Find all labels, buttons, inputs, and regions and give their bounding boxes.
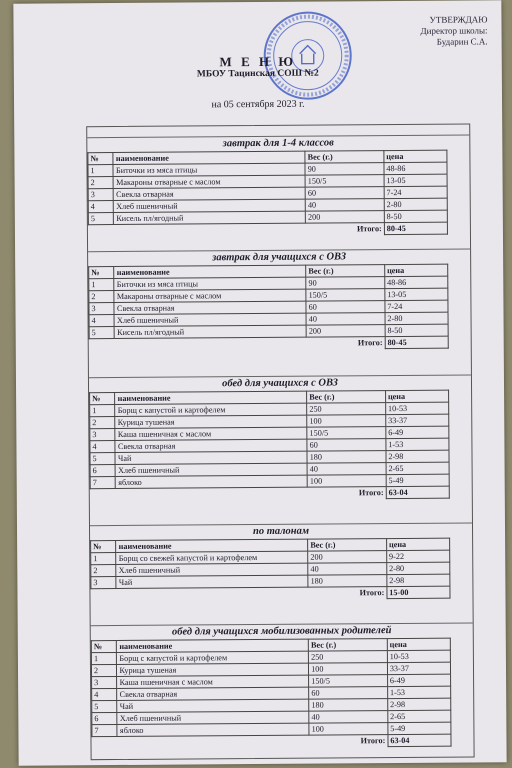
- item-name: Хлеб пшеничный: [116, 563, 308, 576]
- item-number: 4: [90, 441, 116, 453]
- section-lunch-ovz: [89, 375, 472, 502]
- item-name: Хлеб пшеничный: [117, 711, 309, 724]
- item-price: 48-86: [385, 276, 448, 288]
- item-weight: 150/5: [309, 675, 388, 688]
- column-header: цена: [387, 638, 450, 650]
- item-weight: 180: [308, 575, 387, 588]
- item-price: 2-80: [385, 312, 448, 324]
- total-label: Итого:: [357, 224, 382, 234]
- item-name: Биточки из мяса птицы: [114, 277, 306, 290]
- total-value: 63-04: [388, 734, 451, 746]
- item-price: 6-49: [387, 674, 450, 686]
- item-weight: 60: [306, 301, 385, 314]
- item-price: 2-98: [386, 450, 449, 462]
- menu-table: [91, 638, 452, 750]
- section-coupons: [90, 523, 473, 602]
- item-number: 2: [90, 417, 116, 429]
- item-name: Биточки из мяса птицы: [113, 163, 305, 176]
- item-number: 3: [89, 303, 115, 315]
- column-header: цена: [384, 150, 447, 162]
- item-name: Кисель пл/ягодный: [115, 325, 307, 338]
- item-number: 3: [92, 677, 118, 689]
- approval-signatory: Бударин С.А.: [436, 36, 488, 47]
- item-number: 4: [89, 315, 115, 327]
- item-weight: 250: [307, 403, 386, 416]
- item-name: Свекла отварная: [114, 187, 306, 200]
- item-name: Хлеб пшеничный: [115, 313, 307, 326]
- item-weight: 40: [305, 199, 384, 212]
- item-weight: 200: [306, 325, 385, 338]
- item-name: Чай: [116, 575, 308, 588]
- item-price: 10-53: [385, 402, 448, 414]
- column-header: №: [89, 267, 115, 279]
- item-price: 13-05: [384, 174, 447, 186]
- item-number: 5: [89, 327, 115, 339]
- section-lunch-mobilized-parents: [91, 623, 474, 750]
- column-header: Вес (г.): [306, 265, 385, 278]
- item-number: 7: [90, 477, 116, 489]
- item-number: 7: [92, 725, 118, 737]
- total-row: [90, 486, 449, 501]
- column-header: наименование: [113, 151, 305, 164]
- approval-position: Директор школы:: [420, 25, 488, 36]
- item-price: 8-50: [385, 324, 448, 336]
- item-name: Чай: [115, 451, 307, 464]
- column-header: №: [88, 153, 114, 165]
- item-weight: 40: [307, 463, 386, 476]
- item-number: 3: [88, 189, 114, 201]
- total-value: 80-45: [385, 336, 448, 348]
- item-price: 7-24: [385, 300, 448, 312]
- item-name: Курица тушеная: [115, 415, 307, 428]
- item-name: Макароны отварные с маслом: [114, 175, 306, 188]
- item-weight: 90: [306, 277, 385, 290]
- column-header: Вес (г.): [305, 151, 384, 164]
- item-price: 33-37: [386, 414, 449, 426]
- item-number: 4: [88, 201, 114, 213]
- item-name: Чай: [117, 699, 309, 712]
- approval-block: [420, 14, 487, 47]
- item-name: Борщ с капустой и картофелем: [115, 403, 307, 416]
- item-name: Курица тушеная: [117, 663, 309, 676]
- total-value: 15-00: [387, 586, 450, 598]
- column-header: наименование: [114, 265, 306, 278]
- section-title: завтрак для учащихся с ОВЗ: [88, 249, 470, 267]
- item-price: 2-80: [384, 198, 447, 210]
- item-weight: 40: [308, 563, 387, 576]
- section-title: завтрак для 1-4 классов: [87, 135, 469, 153]
- item-weight: 180: [307, 451, 386, 464]
- column-header: цена: [385, 390, 448, 402]
- total-row: [89, 336, 448, 351]
- item-number: 1: [91, 653, 117, 665]
- item-price: 7-24: [384, 186, 447, 198]
- column-header: Вес (г.): [308, 539, 387, 552]
- item-number: 5: [92, 701, 118, 713]
- section-title: по талонам: [90, 523, 472, 541]
- item-weight: 180: [309, 699, 388, 712]
- column-header: Вес (г.): [308, 639, 387, 652]
- item-price: 2-65: [388, 710, 451, 722]
- item-name: Свекла отварная: [115, 439, 307, 452]
- item-number: 3: [90, 429, 116, 441]
- total-value: 80-45: [384, 222, 447, 234]
- column-header: цена: [385, 264, 448, 276]
- item-name: Хлеб пшеничный: [114, 199, 306, 212]
- menu-table: [89, 390, 450, 502]
- item-number: 1: [90, 405, 116, 417]
- item-number: 3: [91, 577, 117, 589]
- item-weight: 150/5: [305, 175, 384, 188]
- column-header: наименование: [116, 539, 308, 552]
- section-breakfast-1-4: [87, 135, 470, 238]
- section-title: обед для учащихся с ОВЗ: [89, 375, 471, 393]
- item-weight: 60: [305, 187, 384, 200]
- menu-date: на 05 сентября 2023 г.: [211, 98, 305, 111]
- column-header: №: [90, 393, 116, 405]
- item-name: Каша пшеничная с маслом: [115, 427, 307, 440]
- item-number: 1: [88, 165, 114, 177]
- total-value: 63-04: [386, 486, 449, 498]
- item-price: 9-22: [387, 550, 450, 562]
- item-weight: 100: [309, 663, 388, 676]
- menu-table: [90, 538, 450, 602]
- item-weight: 200: [308, 551, 387, 564]
- item-price: 1-53: [387, 686, 450, 698]
- section-breakfast-ovz: [88, 249, 471, 352]
- item-weight: 60: [307, 439, 386, 452]
- item-price: 2-65: [386, 462, 449, 474]
- item-price: 5-49: [388, 722, 451, 734]
- total-row: [88, 222, 447, 237]
- item-weight: 40: [309, 711, 388, 724]
- column-header: цена: [386, 538, 449, 550]
- item-price: 2-80: [387, 562, 450, 574]
- item-number: 6: [90, 465, 116, 477]
- item-weight: 100: [309, 723, 388, 736]
- page-title: М Е Н Ю: [219, 53, 297, 70]
- menu-sheet: [13, 0, 506, 765]
- item-price: 8-50: [384, 210, 447, 222]
- item-name: Свекла отварная: [117, 687, 309, 700]
- column-header: №: [91, 641, 117, 653]
- total-row: [91, 586, 450, 601]
- item-name: Макароны отварные с маслом: [114, 289, 306, 302]
- menu-table: [87, 150, 448, 238]
- item-weight: 40: [306, 313, 385, 326]
- menu-frame: [86, 124, 474, 761]
- item-number: 5: [90, 453, 116, 465]
- item-number: 2: [89, 291, 115, 303]
- item-name: Борщ с капустой и картофелем: [117, 651, 309, 664]
- column-header: наименование: [115, 391, 307, 404]
- item-price: 2-98: [388, 698, 451, 710]
- menu-table: [88, 264, 449, 352]
- item-weight: 200: [305, 211, 384, 224]
- item-weight: 100: [307, 475, 386, 488]
- item-price: 48-86: [384, 162, 447, 174]
- item-number: 5: [88, 213, 114, 225]
- column-header: наименование: [117, 639, 309, 652]
- item-price: 33-37: [387, 662, 450, 674]
- item-name: Борщ со свежей капустой и картофелем: [116, 551, 308, 564]
- item-number: 2: [88, 177, 114, 189]
- item-price: 2-98: [387, 574, 450, 586]
- item-price: 10-53: [387, 650, 450, 662]
- item-name: Свекла отварная: [114, 301, 306, 314]
- item-name: яблоко: [117, 723, 309, 736]
- total-label: Итого:: [360, 736, 386, 746]
- item-weight: 60: [309, 687, 388, 700]
- approval-heading: УТВЕРЖДАЮ: [429, 14, 488, 25]
- item-weight: 150/5: [307, 427, 386, 440]
- item-number: 4: [92, 689, 118, 701]
- item-price: 6-49: [386, 426, 449, 438]
- item-price: 5-49: [386, 474, 449, 486]
- total-label: Итого:: [358, 488, 384, 498]
- column-header: Вес (г.): [307, 391, 386, 404]
- section-title: обед для учащихся мобилизованных родителей: [91, 623, 473, 641]
- item-weight: 90: [305, 163, 384, 176]
- item-name: Каша пшеничная с маслом: [117, 675, 309, 688]
- item-number: 2: [91, 565, 117, 577]
- item-price: 13-05: [385, 288, 448, 300]
- total-label: Итого:: [359, 588, 385, 598]
- item-name: Хлеб пшеничный: [116, 463, 308, 476]
- item-weight: 150/5: [306, 289, 385, 302]
- item-name: Кисель пл/ягодный: [114, 211, 306, 224]
- item-weight: 250: [309, 651, 388, 664]
- total-row: [92, 734, 451, 749]
- school-name: МБОУ Тацинская СОШ №2: [196, 68, 319, 80]
- item-number: 2: [91, 665, 117, 677]
- item-number: 1: [91, 553, 117, 565]
- total-label: Итого:: [357, 338, 383, 348]
- item-price: 1-53: [386, 438, 449, 450]
- item-weight: 100: [307, 415, 386, 428]
- item-number: 1: [89, 279, 115, 291]
- item-number: 6: [92, 713, 118, 725]
- item-name: яблоко: [116, 475, 308, 488]
- column-header: №: [91, 541, 117, 553]
